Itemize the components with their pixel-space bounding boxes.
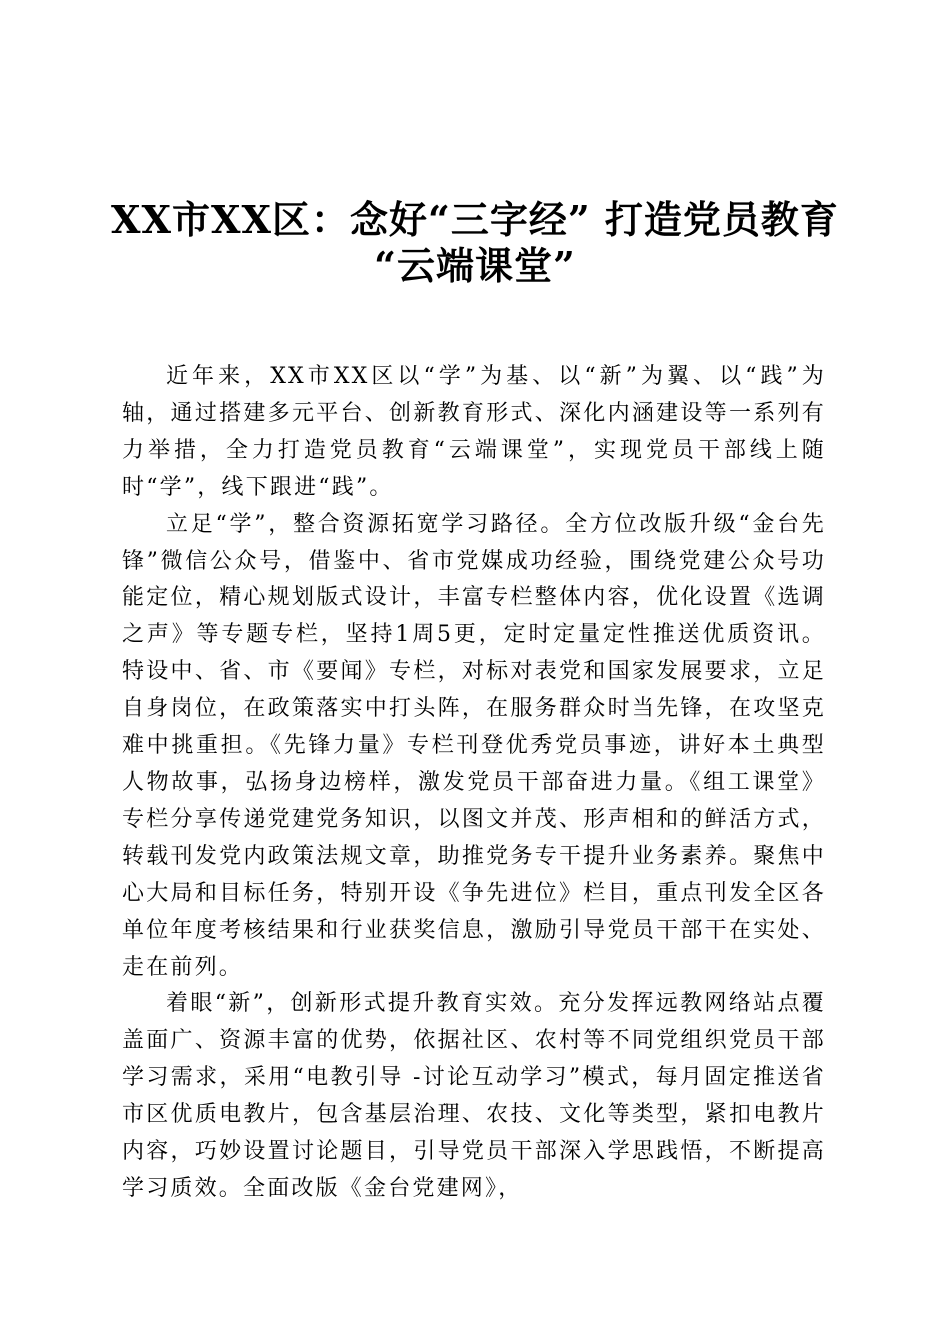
paragraph-intro: 近年来，XX市XX区以“学”为基、以“新”为翼、以“践”为轴，通过搭建多元平台、创新教育形式、深化内涵建设等一系列有力举措，全力打造党员教育“云端课堂”，实现党员干部线上随时“学”，线下跟进“践”。 — [122, 364, 826, 500]
paragraph-study: 立足“学”，整合资源拓宽学习路径。全方位改版升级“金台先锋”微信公众号，借鉴中、省市党媒成功经验，围绕党建公众号功能定位，精心规划版式设计，丰富专栏整体内容，优化设置《选调之声》等专题专栏，坚持1周5更，定时定量定性推送优质资讯。特设中、省、市《要闻》专栏，对标对表党和国家发展要求，立足自身岗位，在政策落实中打头阵，在服务群众时当先锋，在攻坚克难中挑重担。《先锋力量》专栏刊登优秀党员事迹，讲好本土典型人物故事，弘扬身边榜样，激发党员干部奋进力量。《组工课堂》专栏分享传递党建党务知识，以图文并茂、形声相和的鲜活方式，转载刊发党内政策法规文章，助推党务专干提升业务素养。聚焦中心大局和目标任务，特别开设《争先进位》栏目，重点刊发全区各单位年度考核结果和行业获奖信息，激励引导党员干部干在实处、走在前列。 — [122, 511, 826, 980]
document-title-line-2: “云端课堂” — [374, 243, 576, 288]
document-title-line-1: XX市XX区：念好“三字经” 打造党员教育 — [111, 197, 839, 242]
document-body — [122, 359, 826, 1208]
paragraph-innovation: 着眼“新”，创新形式提升教育实效。充分发挥远教网络站点覆盖面广、资源丰富的优势，依据社区、农村等不同党组织党员干部学习需求，采用“电教引导 -讨论互动学习”模式，每月固定推送省市区优质电教片，包含基层治理、农技、文化等类型，紧扣电教片内容，巧妙设置讨论题目，引导党员干部深入学思践悟，不断提高学习质效。全面改版《金台党建网》， — [122, 991, 826, 1201]
